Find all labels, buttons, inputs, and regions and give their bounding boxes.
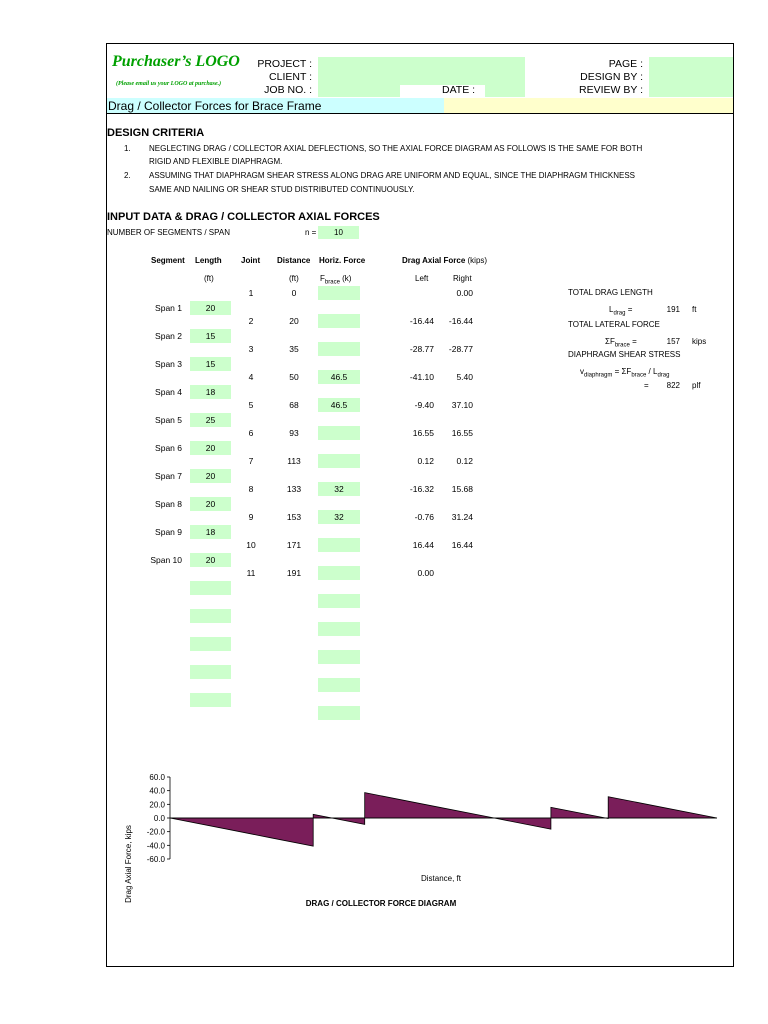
col-segment: Segment bbox=[151, 256, 185, 265]
drag-force-right: 31.24 bbox=[451, 512, 473, 522]
y-tick-label: 20.0 bbox=[149, 800, 165, 810]
length-input[interactable] bbox=[190, 581, 231, 595]
y-tick-label: -60.0 bbox=[146, 855, 165, 864]
length-value: 15 bbox=[205, 359, 216, 369]
y-tick-label: -20.0 bbox=[146, 827, 165, 837]
y-tick-label: 40.0 bbox=[149, 786, 165, 796]
force-diagram-area bbox=[170, 793, 717, 847]
drag-force-left: -16.32 bbox=[409, 484, 434, 494]
horiz-force-input[interactable] bbox=[318, 342, 360, 356]
joint-number: 6 bbox=[248, 428, 254, 438]
drag-force-right: 0.12 bbox=[456, 456, 473, 466]
project-label: PROJECT : bbox=[257, 58, 312, 70]
joint-distance: 35 bbox=[289, 344, 299, 354]
drag-force-chart bbox=[107, 760, 733, 950]
horiz-force-input[interactable] bbox=[318, 622, 360, 636]
joint-number: 2 bbox=[248, 316, 254, 326]
horiz-force-input[interactable] bbox=[318, 286, 360, 300]
v-eq: = bbox=[644, 381, 649, 390]
horiz-force-input[interactable] bbox=[318, 454, 360, 468]
joint-distance: 68 bbox=[289, 400, 299, 410]
segments-label: NUMBER OF SEGMENTS / SPAN bbox=[107, 228, 230, 237]
job-no-label: JOB NO. : bbox=[264, 84, 312, 96]
drag-force-right: 5.40 bbox=[456, 372, 473, 382]
length-value: 18 bbox=[205, 527, 216, 537]
joint-distance: 133 bbox=[286, 484, 302, 494]
horiz-force-value: 32 bbox=[334, 484, 344, 494]
segments-input[interactable]: 10 bbox=[318, 226, 359, 239]
horiz-force-input[interactable] bbox=[318, 538, 360, 552]
design-criteria-heading: DESIGN CRITERIA bbox=[107, 127, 205, 139]
col-joint: Joint bbox=[241, 256, 261, 265]
drag-force-right: 15.68 bbox=[451, 484, 473, 494]
joint-number: 5 bbox=[248, 400, 254, 410]
drag-force-right: 16.44 bbox=[451, 540, 473, 550]
length-input[interactable] bbox=[190, 665, 231, 679]
length-value: 20 bbox=[205, 443, 216, 453]
chart-title: DRAG / COLLECTOR FORCE DIAGRAM bbox=[305, 899, 457, 908]
horiz-force-input[interactable] bbox=[318, 678, 360, 692]
horiz-force-value: 46.5 bbox=[330, 372, 348, 382]
client-label: CLIENT : bbox=[269, 71, 312, 83]
title-bar-right bbox=[444, 98, 733, 114]
drag-force-left: -28.77 bbox=[409, 344, 434, 354]
span-label: Span 9 bbox=[155, 527, 182, 537]
drag-force-right: -16.44 bbox=[448, 316, 473, 326]
drag-force-right: 16.55 bbox=[451, 428, 473, 438]
criteria-text-1a: NEGLECTING DRAG / COLLECTOR AXIAL DEFLECTIONS, SO THE AXIAL FORCE DIAGRAM AS FOLLOWS IS THE SAME FOR BOTH bbox=[149, 144, 643, 153]
span-label: Span 1 bbox=[155, 303, 182, 313]
total-drag-label: TOTAL DRAG LENGTH bbox=[568, 288, 653, 297]
joint-number: 7 bbox=[248, 456, 254, 466]
sumf-symbol: $\Sigma F_{brace}$ = bbox=[605, 337, 637, 349]
date-field[interactable] bbox=[485, 85, 525, 97]
date-label: DATE : bbox=[442, 84, 476, 96]
title-divider bbox=[107, 113, 733, 114]
n-label: n = bbox=[305, 228, 317, 237]
drag-force-left: 0.00 bbox=[417, 568, 434, 578]
purchaser-logo: Purchaser’s LOGO bbox=[112, 53, 240, 70]
horiz-force-input[interactable] bbox=[318, 566, 360, 580]
joint-number: 8 bbox=[248, 484, 254, 494]
page-design-review-field[interactable] bbox=[649, 57, 733, 97]
project-client-field[interactable] bbox=[318, 57, 525, 85]
unit-distance: (ft) bbox=[289, 274, 299, 283]
horiz-force-input[interactable] bbox=[318, 650, 360, 664]
length-input[interactable] bbox=[190, 693, 231, 707]
criteria-num-1: 1. bbox=[124, 144, 131, 153]
joint-distance: 50 bbox=[289, 372, 299, 382]
unit-fbrace: $F_{brace}$ (k) bbox=[320, 274, 352, 286]
horiz-force-value: 46.5 bbox=[330, 400, 348, 410]
col-left: Left bbox=[415, 274, 429, 283]
span-label: Span 3 bbox=[155, 359, 182, 369]
design-by-label: DESIGN BY : bbox=[580, 71, 643, 83]
drag-force-right: 37.10 bbox=[451, 400, 473, 410]
length-input[interactable] bbox=[190, 609, 231, 623]
col-horiz-force: Horiz. Force bbox=[319, 256, 366, 265]
unit-length: (ft) bbox=[204, 274, 214, 283]
job-no-field[interactable] bbox=[318, 85, 400, 97]
chart-ylabel: Drag Axial Force, kips bbox=[124, 825, 133, 903]
ldrag-unit: ft bbox=[692, 305, 697, 314]
criteria-text-1b: RIGID AND FLEXIBLE DIAPHRAGM. bbox=[149, 157, 283, 166]
joint-distance: 153 bbox=[286, 512, 302, 522]
sumf-value: 157 bbox=[666, 337, 680, 346]
criteria-text-2b: SAME AND NAILING OR SHEAR STUD DISTRIBUTED CONTINUOUSLY. bbox=[149, 185, 415, 194]
joint-number: 1 bbox=[248, 288, 254, 298]
col-distance: Distance bbox=[277, 256, 311, 265]
review-by-label: REVIEW BY : bbox=[579, 84, 643, 96]
length-value: 20 bbox=[205, 499, 216, 509]
col-drag-axial: Drag Axial Force (kips) bbox=[402, 256, 488, 265]
length-value: 25 bbox=[205, 415, 216, 425]
v-unit: plf bbox=[692, 381, 701, 390]
length-value: 20 bbox=[205, 303, 216, 313]
ldrag-value: 191 bbox=[666, 305, 680, 314]
span-label: Span 4 bbox=[155, 387, 182, 397]
total-lateral-label: TOTAL LATERAL FORCE bbox=[568, 320, 660, 329]
y-tick-label: 0.0 bbox=[153, 814, 165, 823]
drag-force-left: 0.12 bbox=[417, 456, 434, 466]
joint-number: 9 bbox=[248, 512, 254, 522]
joint-distance: 93 bbox=[289, 428, 299, 438]
drag-force-left: -9.40 bbox=[414, 400, 434, 410]
page-label: PAGE : bbox=[608, 58, 643, 70]
joint-number: 10 bbox=[246, 540, 256, 550]
y-tick-label: -40.0 bbox=[146, 841, 165, 851]
drag-force-left: 16.55 bbox=[412, 428, 434, 438]
horiz-force-value: 32 bbox=[334, 512, 344, 522]
length-value: 18 bbox=[205, 387, 216, 397]
chart-xlabel: Distance, ft bbox=[420, 874, 462, 883]
input-heading: INPUT DATA & DRAG / COLLECTOR AXIAL FORCES bbox=[107, 211, 380, 223]
v-value: 822 bbox=[666, 381, 680, 390]
page-title: Drag / Collector Forces for Brace Frame bbox=[108, 99, 322, 113]
sumf-unit: kips bbox=[692, 337, 707, 346]
span-label: Span 2 bbox=[155, 331, 182, 341]
length-value: 20 bbox=[205, 555, 216, 565]
horiz-force-input[interactable] bbox=[318, 314, 360, 328]
length-value: 20 bbox=[205, 471, 216, 481]
joint-distance: 171 bbox=[286, 540, 302, 550]
joint-distance: 20 bbox=[289, 316, 299, 326]
drag-force-left: 16.44 bbox=[412, 540, 434, 550]
ldrag-symbol: $L_{drag}$ = bbox=[609, 305, 633, 317]
criteria-text-2a: ASSUMING THAT DIAPHRAGM SHEAR STRESS ALONG DRAG ARE UNIFORM AND EQUAL, SINCE THE DIAPHRAGM THICKNESS bbox=[149, 171, 636, 180]
col-right: Right bbox=[453, 274, 472, 283]
drag-force-left: -0.76 bbox=[414, 512, 434, 522]
joint-distance: 191 bbox=[286, 568, 302, 578]
criteria-num-2: 2. bbox=[124, 171, 131, 180]
col-length: Length bbox=[195, 256, 222, 265]
diaphragm-shear-label: DIAPHRAGM SHEAR STRESS bbox=[568, 350, 681, 359]
span-label: Span 10 bbox=[150, 555, 182, 565]
drag-force-right: -28.77 bbox=[448, 344, 473, 354]
drag-force-right: 0.00 bbox=[456, 288, 473, 298]
span-label: Span 6 bbox=[155, 443, 182, 453]
drag-force-left: -41.10 bbox=[409, 372, 434, 382]
span-label: Span 7 bbox=[155, 471, 182, 481]
length-input[interactable] bbox=[190, 637, 231, 651]
joint-number: 11 bbox=[246, 568, 256, 578]
span-label: Span 5 bbox=[155, 415, 182, 425]
logo-note: (Please email us your LOGO at purchase.) bbox=[116, 81, 222, 87]
drag-force-left: -16.44 bbox=[409, 316, 434, 326]
joint-number: 4 bbox=[248, 372, 254, 382]
span-label: Span 8 bbox=[155, 499, 182, 509]
joint-number: 3 bbox=[248, 344, 254, 354]
horiz-force-input[interactable] bbox=[318, 426, 360, 440]
joint-distance: 0 bbox=[291, 288, 297, 298]
v-diaphragm-formula: $v_{diaphragm} = \Sigma F_{brace} / L_{drag}$ bbox=[580, 367, 670, 379]
horiz-force-input[interactable] bbox=[318, 594, 360, 608]
y-tick-label: 60.0 bbox=[149, 773, 165, 782]
length-value: 15 bbox=[205, 331, 216, 341]
joint-distance: 113 bbox=[287, 456, 301, 466]
horiz-force-input[interactable] bbox=[318, 706, 360, 720]
